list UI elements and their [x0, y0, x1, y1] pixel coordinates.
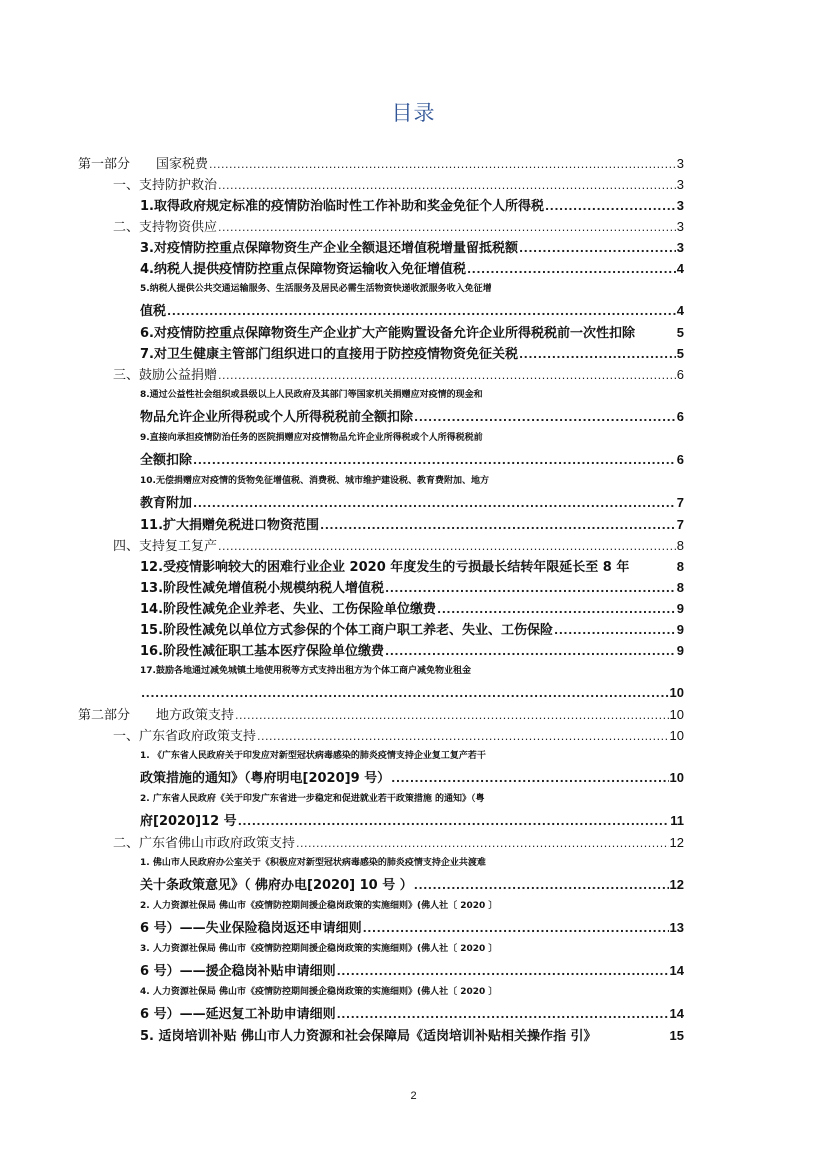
- toc-entry-text: 4.纳税人提供疫情防控重点保障物资运输收入免征增值税: [140, 262, 466, 277]
- toc-entry-text: 7.对卫生健康主管部门组织进口的直接用于防控疫情物资免征关税: [140, 347, 518, 362]
- toc-entry-text: 8.通过公益性社会组织或县级以上人民政府及其部门等国家机关捐赠应对疫情的现金和: [140, 390, 483, 400]
- toc-page-number: 3: [676, 198, 684, 213]
- toc-page-number: 10: [669, 685, 684, 700]
- toc-page-number: 12: [669, 835, 684, 850]
- page-number: 2: [410, 1090, 417, 1102]
- dot-leader: [391, 768, 668, 789]
- toc-entry-text: 3.对疫情防控重点保障物资生产企业全额退还增值税增量留抵税额: [140, 241, 518, 256]
- table-of-contents: [78, 153, 684, 1046]
- toc-entry-text-continued: 6 号）——失业保险稳岗返还申请细则: [140, 921, 362, 936]
- toc-entry-text-continued: 值税: [140, 304, 167, 319]
- toc-page-number: 7: [676, 495, 684, 510]
- dot-leader: [193, 450, 676, 471]
- toc-entry-text: 4. 人力资源社保局 佛山市《疫情防控期间援企稳岗政策的实施细则》(佛人社〔 2020 〕: [140, 987, 498, 997]
- toc-entry[interactable]: [78, 174, 684, 195]
- toc-entry[interactable]: [78, 385, 684, 428]
- toc-page-number: 4: [676, 303, 684, 318]
- dot-leader: [193, 493, 676, 514]
- dot-leader: [218, 536, 676, 557]
- toc-entry-text: 17.鼓励各地通过减免城镇土地使用税等方式支持出租方为个体工商户减免物业租金: [140, 666, 471, 676]
- toc-entry-text: 14.阶段性减免企业养老、失业、工伤保险单位缴费: [140, 602, 437, 617]
- toc-entry-text: 13.阶段性减免增值税小规模纳税人增值税: [140, 581, 385, 596]
- toc-entry[interactable]: [78, 428, 684, 471]
- toc-page-number: 13: [669, 920, 684, 935]
- toc-entry[interactable]: [78, 853, 684, 896]
- toc-entry-text: 6.对疫情防控重点保障物资生产企业扩大产能购置设备允许企业所得税税前一次性扣除: [140, 326, 635, 341]
- toc-entry-text: 1. 佛山市人民政府办公室关于《积极应对新型冠状病毒感染的肺炎疫情支持企业共渡难: [140, 858, 486, 868]
- dot-leader: [296, 833, 669, 854]
- dot-leader: [257, 726, 669, 747]
- dot-leader: [235, 705, 669, 726]
- toc-entry-text: 第二部分 地方政策支持: [78, 708, 235, 723]
- toc-page-number: 9: [676, 601, 684, 616]
- toc-page-number: 3: [676, 219, 684, 234]
- toc-entry[interactable]: [78, 237, 684, 258]
- dot-leader: [545, 196, 676, 217]
- toc-entry-text: 3. 人力资源社保局 佛山市《疫情防控期间援企稳岗政策的实施细则》(佛人社〔 2020 〕: [140, 944, 498, 954]
- toc-entry-text: 一、支持防护救治: [113, 178, 218, 193]
- toc-title: 目录: [391, 101, 436, 125]
- dot-leader: [519, 238, 676, 259]
- toc-entry[interactable]: [78, 535, 684, 556]
- toc-page-number: 9: [676, 622, 684, 637]
- toc-entry-text: 2. 广东省人民政府《关于印发广东省进一步稳定和促进就业若干政策措施 的通知》（粤: [140, 794, 485, 804]
- toc-entry-text: 11.扩大捐赠免税进口物资范围: [140, 518, 320, 533]
- dot-leader: [218, 217, 676, 238]
- toc-entry[interactable]: [78, 789, 684, 832]
- dot-leader: [320, 515, 676, 536]
- toc-entry-text: 一、广东省政府政策支持: [113, 729, 257, 744]
- toc-page-number: 5: [676, 325, 684, 340]
- toc-entry-text: 5.纳税人提供公共交通运输服务、生活服务及居民必需生活物资快递收派服务收入免征增: [140, 284, 492, 294]
- toc-page-number: 14: [669, 1006, 684, 1021]
- toc-entry[interactable]: [78, 896, 684, 939]
- toc-entry[interactable]: [78, 598, 684, 619]
- toc-entry[interactable]: [78, 704, 684, 725]
- toc-entry[interactable]: [78, 556, 684, 577]
- dot-leader: [554, 620, 676, 641]
- toc-entry[interactable]: [78, 195, 684, 216]
- toc-page-number: 8: [676, 559, 684, 574]
- toc-entry-text: 9.直接向承担疫情防治任务的医院捐赠应对疫情物品允许企业所得税或个人所得税税前: [140, 433, 483, 443]
- toc-entry-text: 12.受疫情影响较大的困难行业企业 2020 年度发生的亏损最长结转年限延长至 8 年: [140, 560, 630, 575]
- toc-entry[interactable]: [78, 343, 684, 364]
- toc-entry-text-continued: 教育附加: [140, 496, 193, 511]
- toc-entry[interactable]: [78, 153, 684, 174]
- toc-page-number: 15: [669, 1028, 684, 1043]
- toc-entry[interactable]: [78, 661, 684, 704]
- toc-page-number: 3: [676, 177, 684, 192]
- toc-entry-text: 1.取得政府规定标准的疫情防治临时性工作补助和奖金免征个人所得税: [140, 199, 544, 214]
- toc-entry[interactable]: [78, 939, 684, 982]
- toc-page-number: 10: [669, 728, 684, 743]
- toc-entry-text: 5. 适岗培训补贴 佛山市人力资源和社会保障局《适岗培训补贴相关操作指 引》: [140, 1029, 597, 1044]
- dot-leader: [467, 259, 676, 280]
- toc-entry[interactable]: [78, 216, 684, 237]
- toc-entry[interactable]: [78, 982, 684, 1025]
- dot-leader: [238, 811, 670, 832]
- toc-page-number: 8: [676, 538, 684, 553]
- dot-leader: [337, 1004, 669, 1025]
- toc-entry-text: 15.阶段性减免以单位方式参保的个体工商户职工养老、失业、工伤保险: [140, 623, 554, 638]
- toc-page-number: 6: [676, 452, 684, 467]
- toc-entry-text-continued: 6 号）——援企稳岗补贴申请细则: [140, 964, 336, 979]
- toc-page-number: 3: [676, 156, 684, 171]
- toc-entry[interactable]: [78, 577, 684, 598]
- toc-entry-text-continued: 关十条政策意见》（ 佛府办电[2020] 10 号 ）: [140, 878, 413, 893]
- toc-entry-text-continued: 政策措施的通知》（粤府明电[2020]9 号）: [140, 771, 391, 786]
- dot-leader: [385, 578, 676, 599]
- toc-page-number: 8: [676, 580, 684, 595]
- toc-page-number: 4: [676, 261, 684, 276]
- toc-page-number: 7: [676, 517, 684, 532]
- toc-page-number: 10: [669, 707, 684, 722]
- toc-entry[interactable]: [78, 640, 684, 661]
- toc-entry-text: 1. 《广东省人民政府关于印发应对新型冠状病毒感染的肺炎疫情支持企业复工复产若干: [140, 751, 486, 761]
- toc-page-number: 14: [669, 963, 684, 978]
- toc-entry-text-continued: 6 号）——延迟复工补助申请细则: [140, 1007, 336, 1022]
- dot-leader: [414, 407, 676, 428]
- toc-entry-text: 第一部分 国家税费: [78, 157, 209, 172]
- toc-page-number: 10: [669, 770, 684, 785]
- toc-entry-text: 二、广东省佛山市政府政策支持: [113, 836, 296, 851]
- toc-entry-text-continued: 物品允许企业所得税或个人所得税税前全额扣除: [140, 410, 414, 425]
- dot-leader: [141, 683, 669, 704]
- toc-entry[interactable]: [78, 364, 684, 385]
- toc-entry[interactable]: [78, 514, 684, 535]
- toc-entry-text: 10.无偿捐赠应对疫情的货物免征增值税、消费税、城市维护建设税、教育费附加、地方: [140, 476, 489, 486]
- dot-leader: [363, 918, 669, 939]
- dot-leader: [519, 344, 676, 365]
- toc-page-number: 12: [669, 877, 684, 892]
- toc-entry-text-continued: 全额扣除: [140, 453, 193, 468]
- toc-entry[interactable]: [78, 1025, 684, 1046]
- toc-entry-text: 四、支持复工复产: [113, 539, 218, 554]
- dot-leader: [218, 175, 676, 196]
- dot-leader: [337, 961, 669, 982]
- dot-leader: [209, 154, 676, 175]
- toc-entry-text: 二、支持物资供应: [113, 220, 218, 235]
- dot-leader: [167, 301, 676, 322]
- toc-entry[interactable]: [78, 619, 684, 640]
- toc-entry[interactable]: [78, 322, 684, 343]
- toc-entry[interactable]: [78, 471, 684, 514]
- dot-leader: [414, 875, 669, 896]
- toc-page-number: 3: [676, 240, 684, 255]
- dot-leader: [437, 599, 676, 620]
- toc-entry-text: 16.阶段性减征职工基本医疗保险单位缴费: [140, 644, 385, 659]
- toc-entry[interactable]: [78, 746, 684, 789]
- toc-entry-text: 三、鼓励公益捐赠: [113, 368, 218, 383]
- toc-entry-text-continued: 府[2020]12 号: [140, 814, 237, 829]
- toc-page-number: 11: [670, 813, 684, 828]
- toc-entry[interactable]: [78, 279, 684, 322]
- toc-entry[interactable]: [78, 725, 684, 746]
- toc-entry[interactable]: [78, 258, 684, 279]
- dot-leader: [218, 365, 676, 386]
- toc-page-number: 6: [676, 409, 684, 424]
- toc-entry[interactable]: [78, 832, 684, 853]
- toc-page-number: 6: [676, 367, 684, 382]
- toc-page-number: 9: [676, 643, 684, 658]
- toc-entry-text: 2. 人力资源社保局 佛山市《疫情防控期间援企稳岗政策的实施细则》(佛人社〔 2020 〕: [140, 901, 498, 911]
- dot-leader: [385, 641, 676, 662]
- toc-page-number: 5: [676, 346, 684, 361]
